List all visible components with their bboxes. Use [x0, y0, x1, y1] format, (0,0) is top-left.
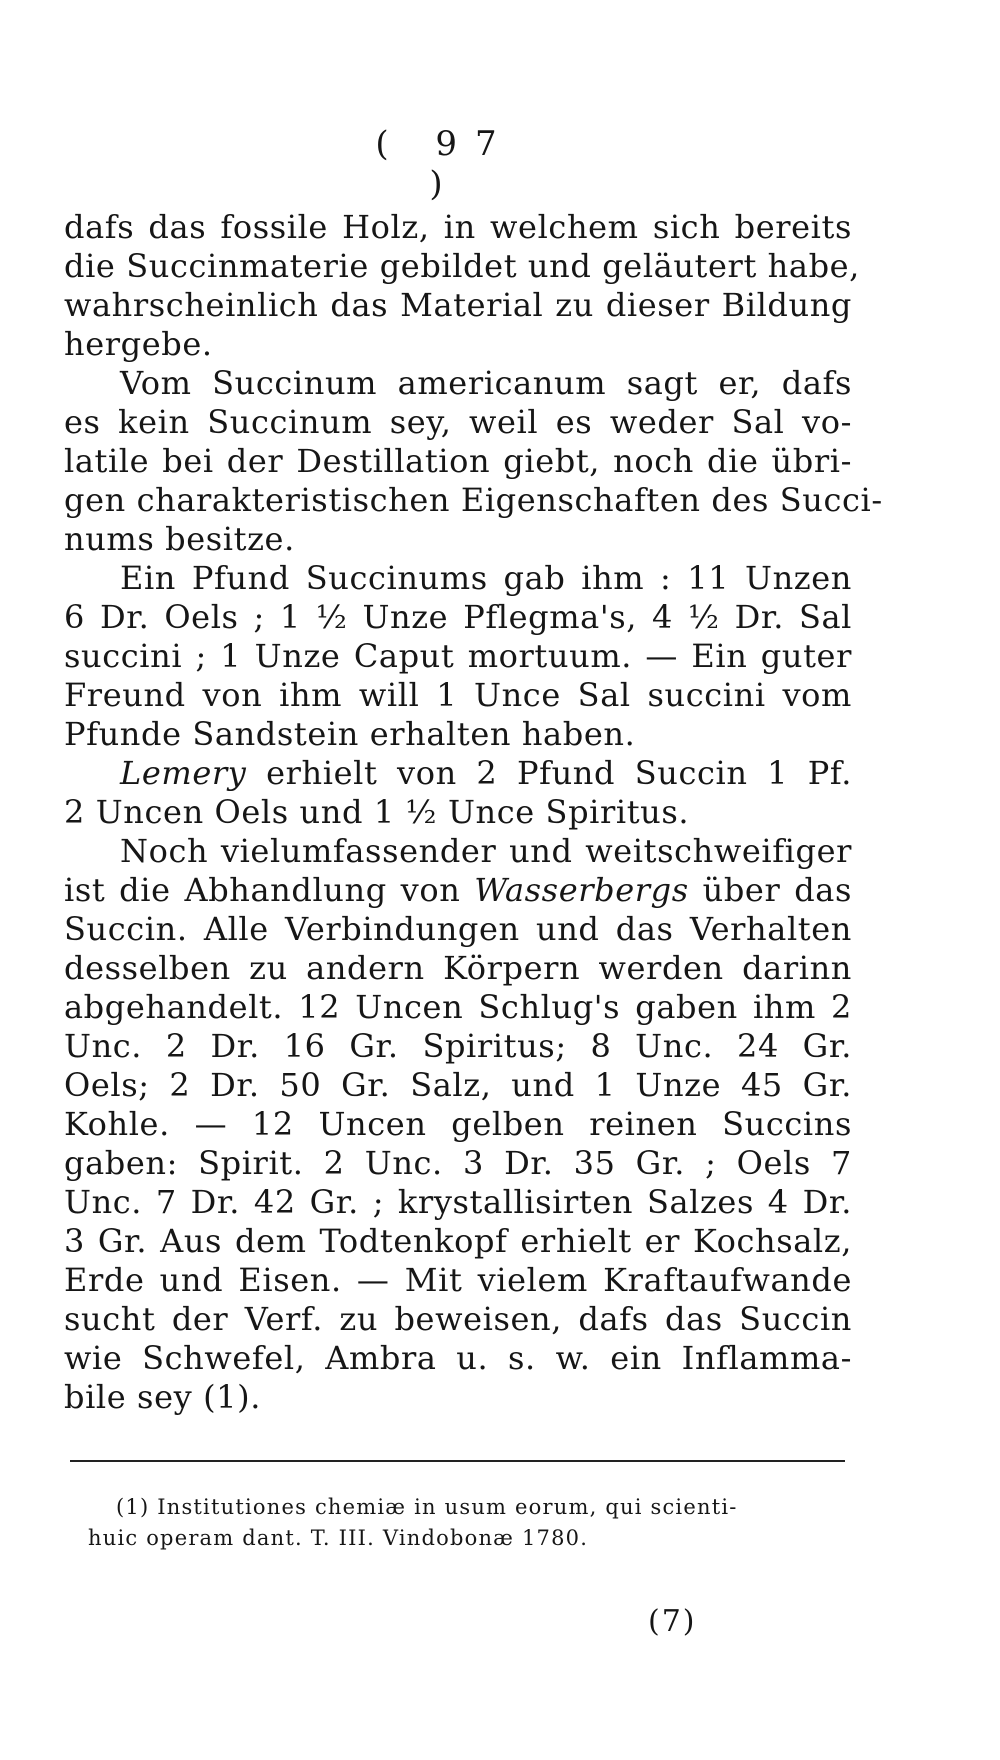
text-line: wahrscheinlich das Material zu dieser Bildung — [64, 286, 852, 324]
text-line: latile bei der Destillation giebt, noch die übri- — [64, 442, 852, 480]
text-line: Unc. 2 Dr. 16 Gr. Spiritus; 8 Unc. 24 Gr. — [64, 1027, 852, 1065]
text-line: desselben zu andern Körpern werden darinn — [64, 949, 852, 987]
text-line: nums besitze. — [64, 520, 295, 558]
text-line: abgehandelt. 12 Uncen Schlug's gaben ihm 2 — [64, 988, 852, 1026]
signature-mark: (7) — [648, 1604, 697, 1639]
footnote-line: (1) Institutiones chemiæ in usum eorum, qui scienti- — [116, 1495, 738, 1519]
text-line: Noch vielumfassender und weitschweifiger — [120, 832, 852, 870]
text-line: 3 Gr. Aus dem Todtenkopf erhielt er Kochsalz, — [64, 1222, 852, 1260]
italic-name: Wasserbergs — [474, 871, 689, 909]
text-line: dafs das fossile Holz, in welchem sich bereits — [64, 208, 852, 246]
footnote — [88, 1492, 848, 1554]
footnote-line: huic operam dant. T. III. Vindobonæ 1780. — [88, 1526, 589, 1550]
text-line: Pfunde Sandstein erhalten haben. — [64, 715, 636, 753]
text-line: Succin. Alle Verbindungen und das Verhalten — [64, 910, 852, 948]
text-line: wie Schwefel, Ambra u. s. w. ein Inflamma- — [64, 1339, 852, 1377]
text-line: hergebe. — [64, 325, 213, 363]
text-line: Erde und Eisen. — Mit vielem Kraftaufwande — [64, 1261, 852, 1299]
text-line-italic-lead: Lemery erhielt von 2 Pfund Succin 1 Pf. — [120, 754, 852, 792]
body-text — [64, 208, 883, 1417]
text-line: die Succinmaterie gebildet und geläutert habe, — [64, 247, 860, 285]
italic-name: Lemery — [120, 754, 247, 792]
text-line: ist die Abhandlung von Wasserbergs über das — [64, 871, 852, 909]
text-line: succini ; 1 Unze Caput mortuum. — Ein guter — [64, 637, 852, 675]
text-line: gaben: Spirit. 2 Unc. 3 Dr. 35 Gr. ; Oels 7 — [64, 1144, 852, 1182]
text-line: 6 Dr. Oels ; 1 ½ Unze Pflegma's, 4 ½ Dr. Sal — [64, 598, 852, 636]
text-line: Unc. 7 Dr. 42 Gr. ; krystallisirten Salzes 4 Dr. — [64, 1183, 852, 1221]
text-line: Ein Pfund Succinums gab ihm : 11 Unzen — [120, 559, 852, 597]
text-line: es kein Succinum sey, weil es weder Sal vo- — [64, 403, 852, 441]
text-line: Vom Succinum americanum sagt er, dafs — [120, 364, 852, 402]
text-line: Freund von ihm will 1 Unce Sal succini vom — [64, 676, 852, 714]
text-line: Kohle. — 12 Uncen gelben reinen Succins — [64, 1105, 852, 1143]
text-line: sucht der Verf. zu beweisen, dafs das Succin — [64, 1300, 852, 1338]
footnote-divider — [70, 1460, 845, 1462]
text-line: 2 Uncen Oels und 1 ½ Unce Spiritus. — [64, 793, 690, 831]
text-line: bile sey (1). — [64, 1378, 261, 1416]
page-number: ( 97 ) — [375, 124, 515, 204]
text-line: Oels; 2 Dr. 50 Gr. Salz, und 1 Unze 45 Gr. — [64, 1066, 852, 1104]
text-line: gen charakteristischen Eigenschaften des Succi- — [64, 481, 883, 519]
